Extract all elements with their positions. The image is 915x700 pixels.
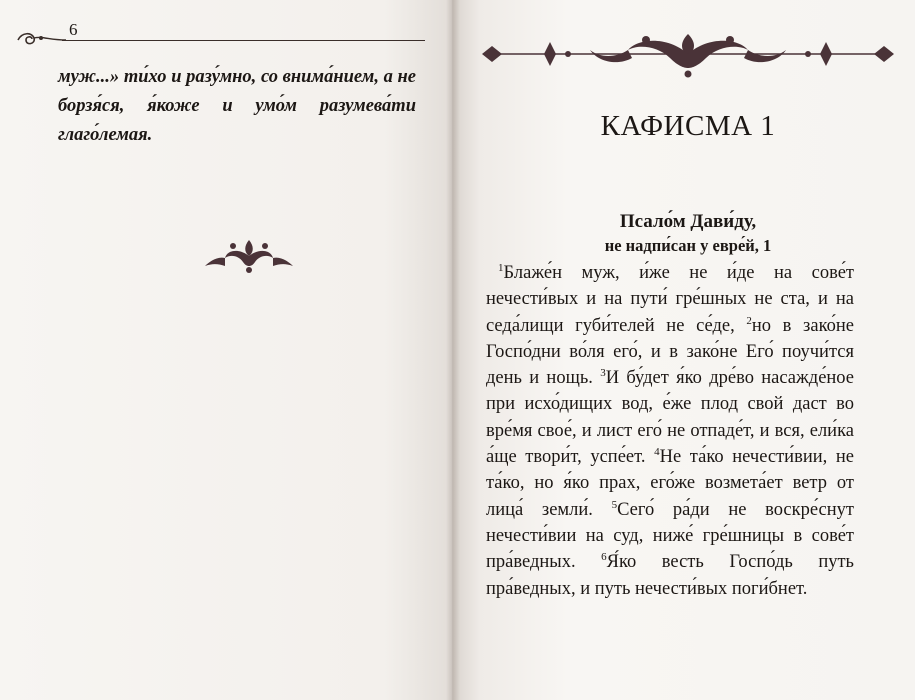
kathisma-title: КАФИСМА 1 — [600, 110, 776, 142]
verse-number: 1 — [498, 261, 504, 274]
page-number: 6 — [69, 20, 78, 39]
psalm-heading-line2: не надпи́сан у евре́й, 1 — [604, 236, 772, 255]
verse-number: 3 — [600, 367, 606, 380]
verse-number: 2 — [746, 314, 752, 327]
verse-number: 5 — [611, 498, 618, 511]
verse-text: Не та́ко нечести́вии, не та́ко, но я́ко прах, его́же возмета́ет ветр от лица́ земли́. — [486, 447, 854, 520]
book-gutter — [446, 0, 460, 700]
verse-text: И бу́дет я́ко дре́во насажде́ное при исхо́дищих вод, е́же плод свой даст во вре́мя свое́, и лист его́ не отпаде́т, и вся, ели́ка а́ще твори́т, успе́ет. — [486, 368, 854, 468]
verse-text: Сего́ ра́ди не воскре́снут нечести́вии на суд, ниже́ гре́шницы в сове́т пра́ведных. — [486, 499, 854, 573]
verse-text: Блаже́н муж, и́же не и́де на сове́т нечести́вых и на пути́ гре́шных не ста, и на седа́лищи губи́телей не се́де, — [486, 263, 854, 336]
header-flourish-icon — [14, 26, 66, 48]
psalm-body — [486, 260, 854, 602]
verse-number: 6 — [601, 551, 607, 564]
psalm-heading-line1: Псало́м Дави́ду, — [619, 211, 757, 232]
header-rule — [62, 40, 425, 41]
commentary-text: муж...» ти́хо и разу́мно, со внима́нием, а не борзя́ся, я́коже и умо́м разумева́ти глаго́лемая. — [58, 67, 416, 145]
psalm-heading — [478, 210, 898, 258]
verse-number: 4 — [654, 445, 660, 458]
verse-text: но в зако́не Госпо́дни во́ля его́, и в зако́не Его́ поучи́тся день и нощь. — [486, 315, 854, 389]
verse-text: Я́ко весть Госпо́дь путь пра́ведных, и путь нечести́вых поги́бнет. — [486, 552, 854, 599]
fleuron-ornament-icon — [203, 236, 295, 274]
headpiece-ornament-icon — [478, 28, 898, 80]
